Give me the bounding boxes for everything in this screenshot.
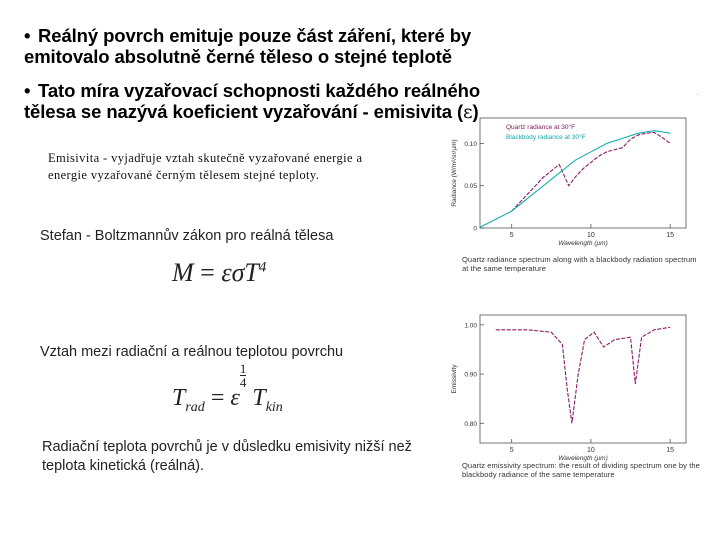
legend-blackbody: Blackbody radiance at 30°F [506,134,586,141]
stray-mark: . [697,91,699,97]
x-axis-label: Wavelength (µm) [558,455,608,462]
formula-rhs: εσT [221,258,259,287]
y-axis-label: Emissivity [451,364,458,394]
conclusion-text: Radiační teplota povrchů je v důsledku emisivity nižší než teplota kinetická (reálná). [42,439,412,474]
y-tick-label: 0 [473,225,477,233]
y-axis-label: Radiance (W/m²/sr/µm) [451,139,458,207]
series-line-0 [496,327,670,423]
emissivity-definition: Emisivita - vyjadřuje vztah skutečně vyzařované energie a energie vyzařované černým tělesem stejné teploty. [48,151,363,182]
x-tick-label: 10 [587,232,595,239]
plot-frame [480,315,686,443]
y-tick-label: 1.00 [464,322,477,330]
series-line-1 [480,131,670,228]
legend-quartz: Quartz radiance at 30°F [506,124,576,131]
formula-eq: = [200,258,215,287]
fraction-denominator: 4 [239,375,247,390]
y-tick-label: 0.05 [464,183,477,191]
y-tick-label: 0.10 [464,140,477,148]
epsilon-symbol: ε [463,102,473,123]
formula-fraction-exponent [240,362,247,389]
x-tick-label: 5 [509,447,514,454]
y-tick-label: 0.90 [464,371,477,379]
series-line-0 [512,132,671,211]
bullet-marker: • [24,25,31,46]
x-tick-label: 15 [666,447,675,454]
formula-exponent: 4 [258,259,267,276]
radiance-chart-caption: Quartz radiance spectrum along with a blackbody radiation spectrum at the same temperature [462,255,697,273]
formula-eq: = [210,385,225,411]
formula-rhs-sub: kin [265,399,283,415]
y-tick-label: 0.80 [464,420,477,428]
bullet-text-end: ) [472,101,479,122]
x-axis-label: Wavelength (µm) [558,240,608,247]
emissivity-chart-caption: Quartz emissivity spectrum: the result of dividing spectrum one by the blackbody radiance of the same temperature [462,461,700,479]
formula-lhs: M [172,258,194,287]
bullet-text: Tato míra vyzařovací schopnosti každého reálného tělesa se nazývá koeficient vyzařování - emisivita ( [24,80,481,122]
relation-label: Vztah mezi radiační a reálnou teplotou povrchu [40,344,344,360]
stefan-boltzmann-label: Stefan - Boltzmannův zákon pro reálná tělesa [40,228,334,244]
x-tick-label: 10 [587,447,595,454]
x-tick-label: 5 [509,232,514,239]
bullet-text: Reálný povrch emituje pouze část záření, které by emitovalo absolutně černé těleso o stejné teplotě [24,25,472,67]
formula-base: ε [230,385,240,411]
formula-lhs-sub: rad [185,399,205,415]
stefan-boltzmann-formula [172,258,266,288]
x-tick-label: 15 [666,232,675,239]
bullet-marker: • [24,80,31,101]
radiant-temperature-formula [172,362,283,416]
formula-rhs: T [252,385,266,411]
fraction-numerator: 1 [239,361,247,376]
formula-lhs: T [172,385,186,411]
bullet-real-surface [24,25,494,67]
